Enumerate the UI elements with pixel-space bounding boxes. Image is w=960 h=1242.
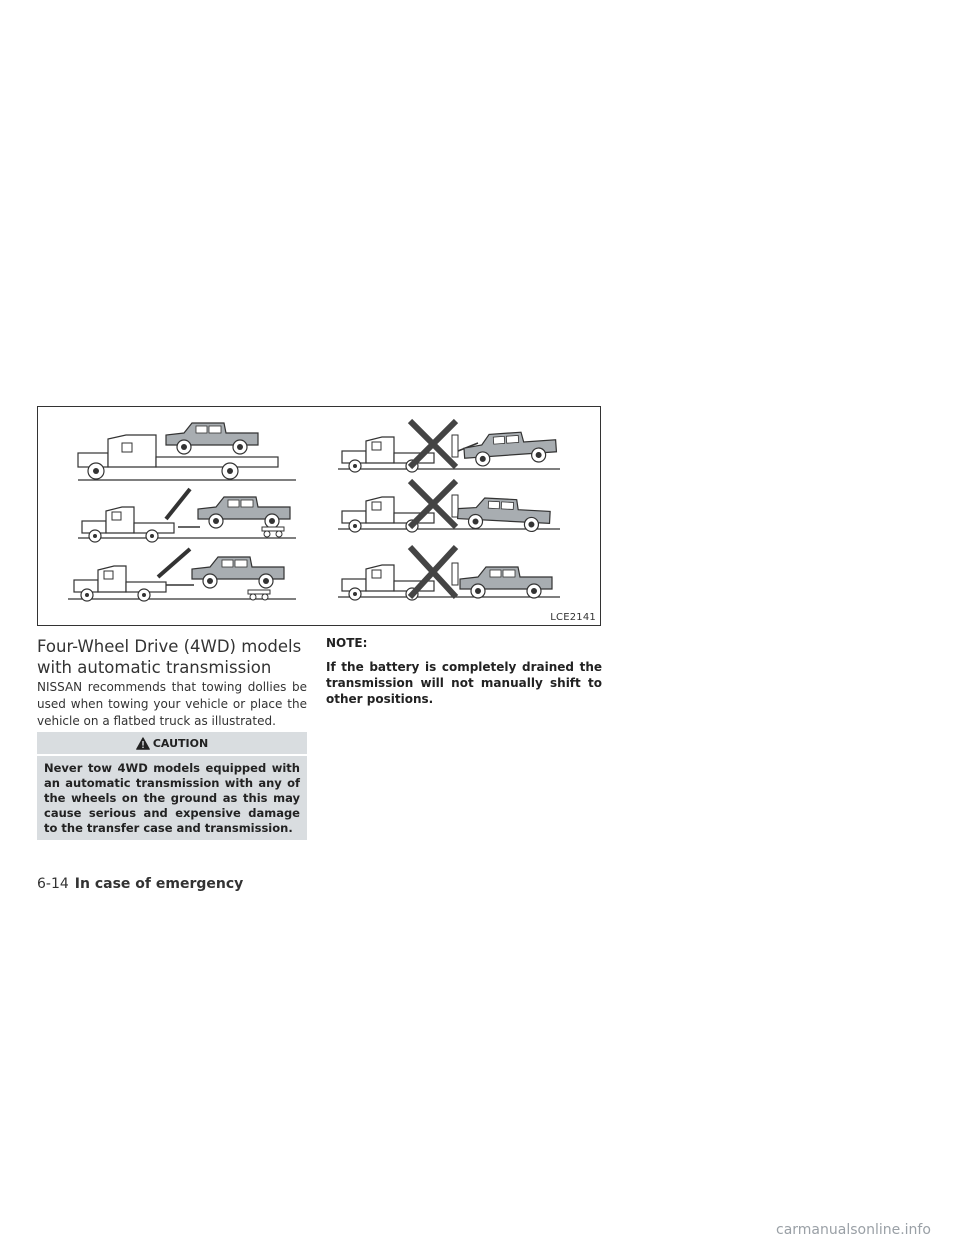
page-footer [37, 876, 243, 892]
page-number: 6-14 [37, 876, 69, 892]
flatbed-scene [78, 423, 296, 480]
towing-diagram [38, 407, 602, 627]
section-heading-line-1: Four-Wheel Drive (4WD) models [37, 637, 302, 656]
dolly-tow-scene-2 [68, 549, 296, 601]
section-paragraph: NISSAN recommends that towing dollies be used when towing your vehicle or place the vehicle on a flatbed truck as illustrated. [37, 680, 307, 728]
incorrect-tow-scene-2 [338, 481, 560, 532]
incorrect-tow-scene-1 [338, 421, 560, 472]
dolly-tow-scene-1 [78, 489, 296, 542]
footer-section-name: In case of emergency [74, 876, 244, 892]
caution-header [37, 732, 307, 754]
watermark: carmanualsonline.info [776, 1222, 931, 1238]
section-heading-line-2: with automatic transmission [37, 658, 272, 677]
section-heading [37, 636, 312, 678]
warning-triangle-icon [136, 737, 150, 750]
towing-illustration [37, 406, 601, 626]
note-label: NOTE: [326, 636, 368, 650]
caution-text: Never tow 4WD models equipped with an automatic transmission with any of the wheels on the ground as this may cause serious and expensive damage to the transfer case and transmission. [44, 761, 300, 835]
caution-title: CAUTION [152, 736, 209, 750]
note-text: If the battery is completely drained the transmission will not manually shift to other positions. [326, 660, 602, 706]
incorrect-tow-scene-3 [338, 547, 560, 600]
caution-box [37, 756, 307, 840]
figure-code: LCE2141 [550, 612, 596, 623]
